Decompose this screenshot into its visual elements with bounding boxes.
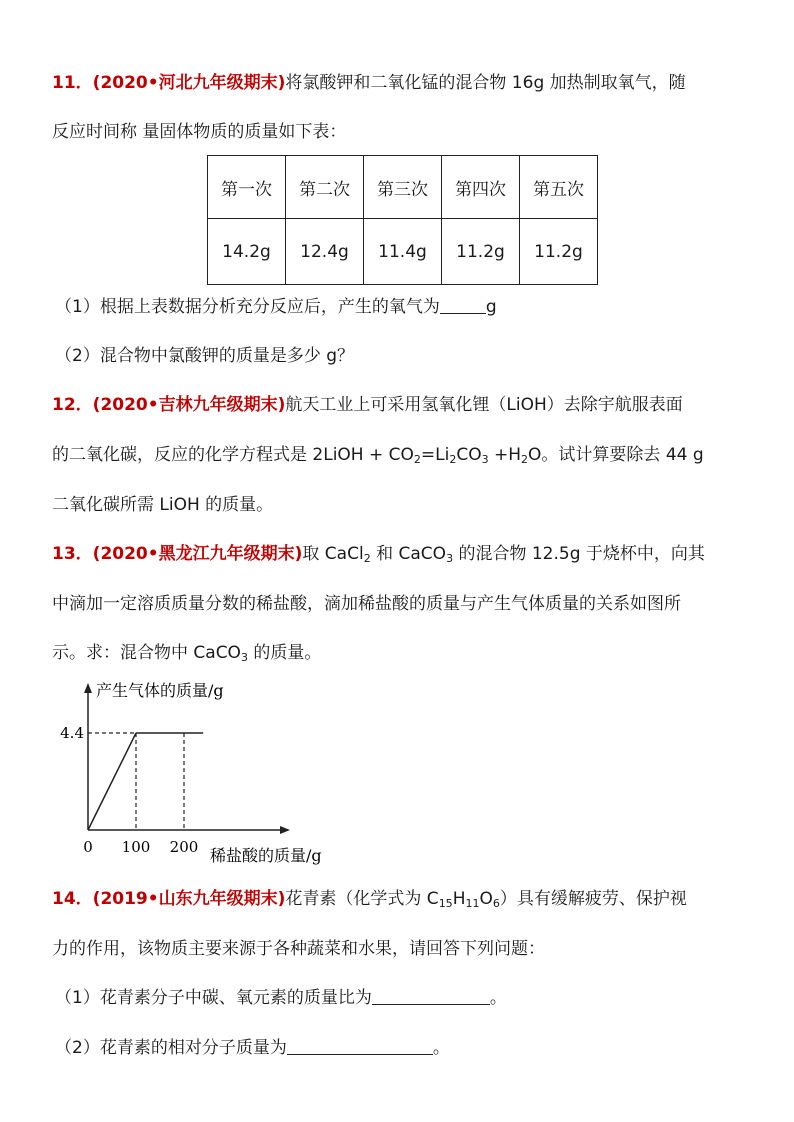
subscript: 2 <box>449 453 457 466</box>
table-value-cell: 11.4g <box>364 219 442 285</box>
mass-table <box>207 155 598 285</box>
q13-text3b: 的质量。 <box>247 643 322 663</box>
q11-text1: 将氯酸钾和二氧化锰的混合物 16g 加热制取氧气，随 <box>285 73 686 93</box>
q12-line3: 二氧化碳所需 LiOH 的质量。 <box>52 495 274 515</box>
q14-text1d: ）具有缓解疲劳、保护视 <box>499 889 687 909</box>
q14-text1b: H <box>452 889 466 909</box>
q12-text2e: O。试计算要除去 44 g <box>528 445 704 465</box>
answer-blank <box>440 295 486 314</box>
answer-blank <box>287 1036 433 1055</box>
q13-text3a: 示。求：混合物中 CaCO <box>52 643 241 663</box>
q14-text1a: 花青素（化学式为 C <box>285 889 439 909</box>
q13-line2: 中滴加一定溶质质量分数的稀盐酸，滴加稀盐酸的质量与产生气体质量的关系如图所 <box>52 594 681 614</box>
subscript: 11 <box>465 897 480 910</box>
q12-text2a: 的二氧化碳，反应的化学方程式是 2LiOH + CO <box>52 445 414 465</box>
q14-sub1-text: （1）花青素分子中碳、氧元素的质量比为 <box>55 988 372 1008</box>
table-value-cell: 11.2g <box>442 219 520 285</box>
y-axis-label: 产生气体的质量/g <box>96 681 224 700</box>
q11-sub1-unit: g <box>485 297 497 317</box>
q14-sub2-end: 。 <box>432 1038 450 1058</box>
q13-number: 13． <box>52 544 93 564</box>
q12-line1 <box>52 393 683 417</box>
y-tick-label: 4.4 <box>60 724 84 742</box>
q14-text1c: O <box>479 889 493 909</box>
q14-sub2-text: （2）花青素的相对分子质量为 <box>55 1038 287 1058</box>
q14-line1 <box>52 887 687 911</box>
series-line-segment <box>88 733 136 830</box>
q14-number: 14． <box>52 889 93 909</box>
gas-mass-chart <box>50 675 350 870</box>
q11-line2: 反应时间称 量固体物质的质量如下表： <box>52 122 347 142</box>
table-header-cell: 第二次 <box>286 156 364 219</box>
subscript: 3 <box>446 552 454 565</box>
q13-line1 <box>52 542 705 566</box>
table-header-cell: 第三次 <box>364 156 442 219</box>
q11-sub1-text: （1）根据上表数据分析充分反应后，产生的氧气为 <box>55 297 440 317</box>
subscript: 3 <box>481 453 489 466</box>
table-header-cell: 第五次 <box>520 156 598 219</box>
q12-text1: 航天工业上可采用氢氧化锂（LiOH）去除宇航服表面 <box>285 395 683 415</box>
subscript: 3 <box>240 651 248 664</box>
q12-text2c: CO <box>456 445 482 465</box>
subscript: 2 <box>413 453 421 466</box>
q14-sub1 <box>55 986 507 1010</box>
table-value-cell: 11.2g <box>520 219 598 285</box>
q13-source: (2020•黑龙江九年级期末) <box>92 544 303 564</box>
table-value-cell: 14.2g <box>208 219 286 285</box>
x-tick-label: 200 <box>169 838 199 856</box>
q14-line2: 力的作用，该物质主要来源于各种蔬菜和水果，请回答下列问题： <box>52 939 545 959</box>
subscript: 15 <box>438 897 453 910</box>
q12-text2b: =Li <box>420 445 450 465</box>
q11-sub2: （2）混合物中氯酸钾的质量是多少 g？ <box>55 346 355 366</box>
q13-text1b: 和 CaCO <box>370 544 447 564</box>
q13-text1a: 取 CaCl <box>302 544 364 564</box>
subscript: 2 <box>521 453 529 466</box>
q12-source: (2020•吉林九年级期末) <box>92 395 286 415</box>
q13-text1c: 的混合物 12.5g 于烧杯中，向其 <box>453 544 705 564</box>
x-tick-label: 0 <box>83 838 93 856</box>
q14-sub1-end: 。 <box>489 988 507 1008</box>
x-tick-label: 100 <box>121 838 151 856</box>
q11-sub1 <box>55 295 497 319</box>
subscript: 6 <box>492 897 500 910</box>
answer-blank <box>372 986 490 1005</box>
q14-source: (2019•山东九年级期末) <box>92 889 286 909</box>
q14-sub2 <box>55 1036 450 1060</box>
q11-line1 <box>52 71 686 95</box>
q11-source: (2020•河北九年级期末) <box>92 73 286 93</box>
q12-text2d: +H <box>488 445 522 465</box>
q12-number: 12． <box>52 395 93 415</box>
x-axis-label: 稀盐酸的质量/g <box>210 846 322 865</box>
table-header-cell: 第一次 <box>208 156 286 219</box>
q11-number: 11． <box>52 73 93 93</box>
q12-line2 <box>52 443 704 467</box>
table-header-cell: 第四次 <box>442 156 520 219</box>
q13-line3 <box>52 641 321 665</box>
subscript: 2 <box>363 552 371 565</box>
table-value-cell: 12.4g <box>286 219 364 285</box>
